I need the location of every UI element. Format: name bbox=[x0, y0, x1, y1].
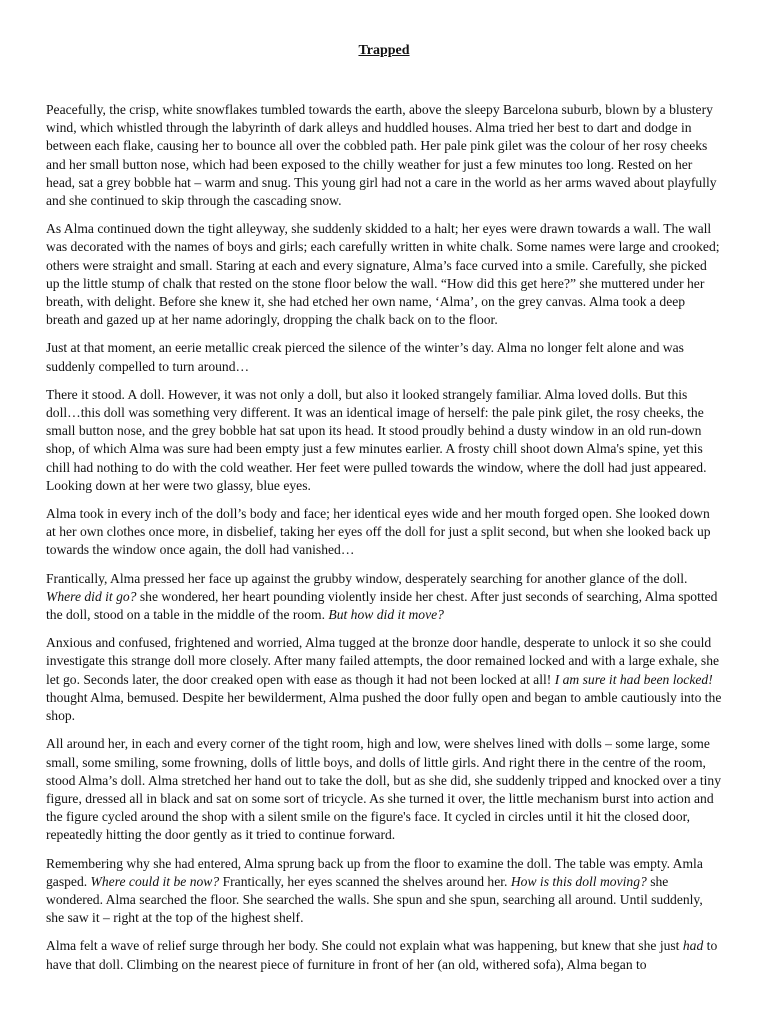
document-body bbox=[46, 101, 722, 984]
paragraph bbox=[46, 855, 722, 928]
text-run: Frantically, her eyes scanned the shelves around her. bbox=[219, 873, 511, 889]
text-run: she wondered, her heart pounding violently inside her chest. After just seconds of searching, Alma spotted the doll, stood on a table in the middle of the room. bbox=[46, 588, 718, 623]
text-run: Remembering why she had entered, Alma sprung back up from the floor to examine the doll. The table was empty. Amla gasped. bbox=[46, 855, 703, 889]
document-title: Trapped bbox=[358, 43, 410, 58]
paragraph bbox=[46, 735, 722, 844]
italic-text: had bbox=[682, 938, 704, 954]
text-run: Just at that moment, an eerie metallic creak pierced the silence of the winter’s day. Alma no longer felt alone and was suddenly compelled to turn around… bbox=[46, 340, 684, 374]
text-run: There it stood. A doll. However, it was not only a doll, but also it looked strangely familiar. Alma loved dolls. But this doll…this doll was something very different. It was an identical image of herself: the pale pink gilet, the rosy cheeks, the small button nose, and the grey bobble hat sat upon its head. It stood proudly behind a dusty window in an old run-down shop, of which Alma was sure had been empty just a few minutes earlier. A frosty chill shoot down Alma's spine, yet this chill had nothing to do with the cold weather. Her feet were pulled towards the window, where the doll had just appeared. Looking down at her were two glassy, blue eyes. bbox=[46, 386, 707, 493]
text-run: thought Alma, bemused. Despite her bewilderment, Alma pushed the door fully open and began to amble cautiously into the shop. bbox=[46, 689, 722, 724]
text-run: Frantically, Alma pressed her face up against the grubby window, desperately searching for another glance of the doll. bbox=[46, 570, 688, 586]
text-run: Alma took in every inch of the doll’s body and face; her identical eyes wide and her mouth forged open. She looked down at her own clothes once more, in disbelief, taking her eyes off the doll for just a split second, but when she looked back up towards the window once again, the doll had vanished… bbox=[46, 506, 711, 558]
italic-text: I am sure it had been locked! bbox=[554, 671, 713, 687]
paragraph bbox=[46, 570, 722, 625]
text-run: As Alma continued down the tight alleyway, she suddenly skidded to a halt; her eyes were drawn towards a wall. The wall was decorated with the names of boys and girls; each carefully written in white chalk. Some names were large and crooked; others were straight and small. Staring at each and every signature, Alma’s face curved into a smile. Carefully, she picked up the little stump of chalk that rested on the stone floor below the wall. “How did this get here?” she muttered under her breath, with delight. Before she knew it, she had etched her own name, ‘Alma’, on the grey canvas. Alma took a deep breath and gazed up at her name adoringly, dropping the chalk back on to the floor. bbox=[46, 221, 720, 328]
document-page bbox=[46, 0, 722, 1024]
text-run: to have that doll. Climbing on the nearest piece of furniture in front of her (an old, withered sofa), Alma began to bbox=[46, 938, 718, 972]
italic-text: Where did it go? bbox=[46, 588, 137, 604]
paragraph bbox=[46, 386, 722, 495]
paragraph bbox=[46, 101, 722, 210]
italic-text: Where could it be now? bbox=[90, 873, 220, 889]
italic-text: But how did it move? bbox=[328, 607, 444, 623]
italic-text: How is this doll moving? bbox=[510, 873, 647, 889]
paragraph bbox=[46, 505, 722, 560]
text-run: she wondered. Alma searched the floor. She searched the walls. She spun and she spun, searching all around. Until suddenly, she saw it – right at the top of the highest shelf. bbox=[46, 873, 703, 926]
paragraph bbox=[46, 220, 722, 329]
text-run: Anxious and confused, frightened and worried, Alma tugged at the bronze door handle, desperate to unlock it so she could investigate this strange doll more closely. After many failed attempts, the door remained locked and with a large exhale, she let go. Seconds later, the door creaked open with ease as though it had not been locked at all! bbox=[46, 635, 720, 687]
paragraph bbox=[46, 937, 722, 973]
paragraph bbox=[46, 634, 722, 725]
text-run: Alma felt a wave of relief surge through her body. She could not explain what was happening, but knew that she just bbox=[46, 938, 683, 954]
text-run: All around her, in each and every corner of the tight room, high and low, were shelves lined with dolls – some large, some small, some smiling, some frowning, dolls of little boys, and dolls of little girls. And right there in the centre of the room, stood Alma’s doll. Alma stretched her hand out to take the doll, but as she did, she suddenly tripped and knocked over a tiny figure, dressed all in black and sat on some sort of tricycle. As she turned it over, the little mechanism burst into action and the figure cycled around the shop with a silent smile on the figure's face. It cycled in circles until it hit the closed door, repeatedly hitting the door gently as it tried to continue forward. bbox=[46, 736, 722, 843]
text-run: Peacefully, the crisp, white snowflakes tumbled towards the earth, above the sleepy Barcelona suburb, blown by a blustery wind, which whistled through the labyrinth of dark alleys and huddled houses. Alma tried her best to dart and dodge in between each flake, causing her to bounce all over the cobbled path. Her pale pink gilet was the colour of her rosy cheeks and her small button nose, which had been exposed to the chilly weather for just a few minutes too long. Rested on her head, sat a grey bobble hat – warm and snug. This young girl had not a care in the world as her arms waved about playfully and she continued to skip through the cascading snow. bbox=[46, 102, 717, 209]
paragraph bbox=[46, 339, 722, 375]
